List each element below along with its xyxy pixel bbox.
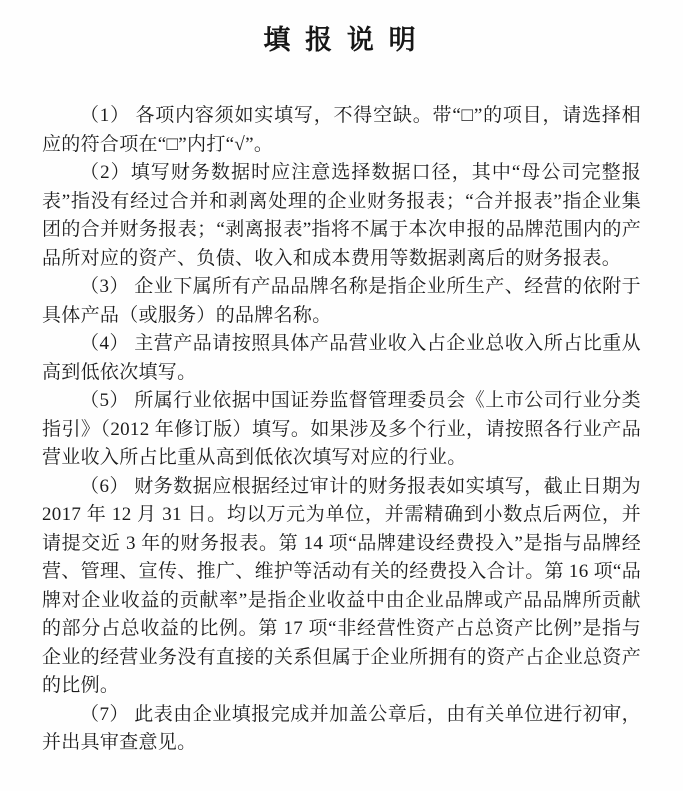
instruction-paragraph-1: （1） 各项内容须如实填写，不得空缺。带“□”的项目，请选择相应的符合项在“□”内打“√”。 — [42, 105, 641, 155]
instruction-paragraph-7: （7） 此表由企业填报完成并加盖公章后，由有关单位进行初审，并出具审查意见。 — [42, 703, 641, 753]
instruction-paragraph-4: （4） 主营产品请按照具体产品营业收入占企业总收入所占比重从高到低依次填写。 — [42, 333, 641, 383]
page-title: 填 报 说 明 — [263, 25, 420, 55]
instructions-body — [42, 102, 641, 758]
instruction-paragraph-6: （6） 财务数据应根据经过审计的财务报表如实填写，截止日期为 2017 年 12 月 31 日。均以万元为单位，并需精确到小数点后两位，并请提交近 3 年的财务报表。第 14 项“品牌建设经费投入”是指与品牌经营、管理、宣传、推广、维护等活动有关的经费投入合计。第 16 项“品牌对企业收益的贡献率”是指企业收益中由企业品牌或产品品牌所贡献的部分占总收益的比例。第 17 项“非经营性资产占总资产比例”是指与企业的经营业务没有直接的关系但属于企业所拥有的资产占企业总资产的比例。 — [42, 475, 641, 696]
instruction-paragraph-2: （2）填写财务数据时应注意选择数据口径，其中“母公司完整报表”指没有经过合并和剥离处理的企业财务报表；“合并报表”指企业集团的合并财务报表；“剥离报表”指将不属于本次申报的品牌范围内的产品所对应的资产、负债、收入和成本费用等数据剥离后的财务报表。 — [42, 162, 641, 269]
instruction-paragraph-3: （3） 企业下属所有产品品牌名称是指企业所生产、经营的依附于具体产品（或服务）的品牌名称。 — [42, 276, 641, 326]
instruction-paragraph-5: （5） 所属行业依据中国证券监督管理委员会《上市公司行业分类指引》（2012 年修订版）填写。如果涉及多个行业，请按照各行业产品营业收入所占比重从高到低依次填写对应的行业。 — [42, 390, 641, 468]
